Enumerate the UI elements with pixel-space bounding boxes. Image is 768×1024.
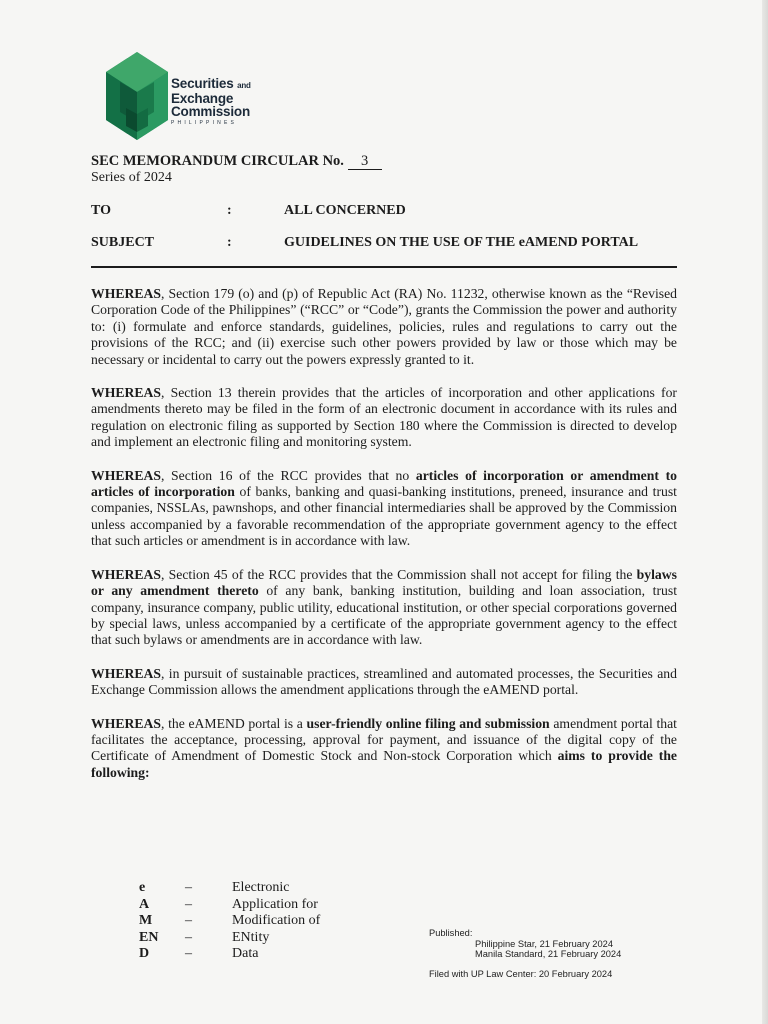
bold-text: user-friendly online filing and submission [306,715,550,731]
acronym-dash: – [185,929,192,945]
paragraph-text: , Section 45 of the RCC provides that the Commission shall not accept for filing the [160,566,637,582]
bold-text: bylaws or any amendment thereto [91,566,677,599]
acronym-letter: EN [139,929,159,945]
logo-and: and [237,81,251,90]
whereas-paragraph [91,716,677,782]
paragraph-text: , the eAMEND portal is a [160,715,307,731]
whereas-paragraph [91,666,677,699]
acronym-word: Data [232,946,259,962]
acronym-word: ENtity [232,929,270,945]
header-rule [91,266,677,268]
sec-logo-emblem-icon [106,52,168,148]
acronym-dash: – [185,913,192,929]
acronym-letter: M [139,913,153,929]
publication-info [429,928,621,960]
paragraph-text: , Section 13 therein provides that the articles of incorporation and other applications for amendments thereto may be filed in the form of an electronic document in accordance with its rules and regulation on electronic filing as supported by Section 180 where the Commission is directed to develop and implement an electronic filing and monitoring system. [91,385,677,450]
bold-text: WHEREAS [91,566,161,582]
filed-info: Filed with UP Law Center: 20 February 2024 [429,969,613,979]
bold-text: WHEREAS [91,385,161,401]
published-line1: Philippine Star, 21 February 2024 [475,938,613,949]
circular-title [91,153,382,170]
bold-text: WHEREAS [91,467,161,483]
bold-text: WHEREAS [91,665,161,681]
page-edge [762,0,768,1024]
subject-label: SUBJECT [91,235,155,250]
bold-text: WHEREAS [91,286,161,301]
published-line2: Manila Standard, 21 February 2024 [475,949,622,959]
circular-label: SEC MEMORANDUM CIRCULAR No. [91,153,344,169]
published-label: Published: [429,928,473,938]
acronym-dash: – [185,880,192,895]
acronym-word: Modification of [232,913,321,929]
sec-logo [106,52,266,148]
bold-text: WHEREAS [91,715,161,731]
logo-country: PHILIPPINES [171,120,238,126]
whereas-paragraph [91,567,677,649]
series-year: Series of 2024 [91,170,172,185]
acronym-dash: – [185,946,192,962]
acronym-letter: e [139,880,146,895]
paragraph-text: of banks, banking and quasi-banking institutions, preneed, insurance and trust companies, NSSLAs, pawnshops, and other financial intermediaries shall be approved by the Commission unless accompanied by a favorable recommendation of the appropriate government agency to the effect that such articles or amendment is in accordance with law. [91,484,677,549]
to-label: TO [91,203,111,218]
whereas-paragraph [91,286,677,368]
paragraph-text: , in pursuit of sustainable practices, streamlined and automated processes, the Securities and Exchange Commission allows the amendment applications through the eAMEND portal. [91,665,677,698]
acronym-letter: A [139,896,150,912]
circular-number: 3 [348,154,382,170]
to-value: ALL CONCERNED [284,203,406,218]
whereas-paragraph [91,385,677,451]
paragraph-text: amendment portal that facilitates the acceptance, processing, approval for payment, and issuance of the digital copy of the Certificate of Amendment of Domestic Stock and Non-stock Corporation which [91,715,677,764]
subject-value: GUIDELINES ON THE USE OF THE eAMEND PORTAL [284,235,639,250]
memo-body [91,286,677,798]
bold-text: articles of incorporation or amendment to articles of incorporation [91,467,677,500]
paragraph-text: of any bank, banking institution, building and loan association, trust company, insurance company, public utility, educational institution, or other special corporations governed by special laws, unless accompanied by a certificate of the appropriate government agency to the effect that such bylaws or amendments are in accordance with law. [91,583,677,648]
bold-text: aims to provide the following: [91,748,678,780]
acronym-word: Electronic [232,880,290,895]
to-colon: : [227,203,232,218]
acronym-word: Application for [232,896,318,912]
acronym-letter: D [139,946,150,962]
logo-line3: Commission [171,104,251,119]
logo-line2: Exchange [171,91,234,106]
paragraph-text: , Section 179 (o) and (p) of Republic Act (RA) No. 11232, otherwise known as the “Revised Corporation Code of the Philippines” (“RCC” or “Code”), grants the Commission the power and authority to: (i) formulate and enforce standards, guidelines, policies, rules and regulations to carry out the provisions of the RCC; and (ii) exercise such other powers provided by law or those which may be necessary or incidental to carry out the powers expressly granted to it. [91,286,677,367]
acronym-dash: – [185,896,192,912]
whereas-paragraph [91,468,677,550]
subject-colon: : [227,235,232,250]
paragraph-text: , Section 16 of the RCC provides that no [160,467,416,483]
logo-line1: Securities [171,76,234,91]
